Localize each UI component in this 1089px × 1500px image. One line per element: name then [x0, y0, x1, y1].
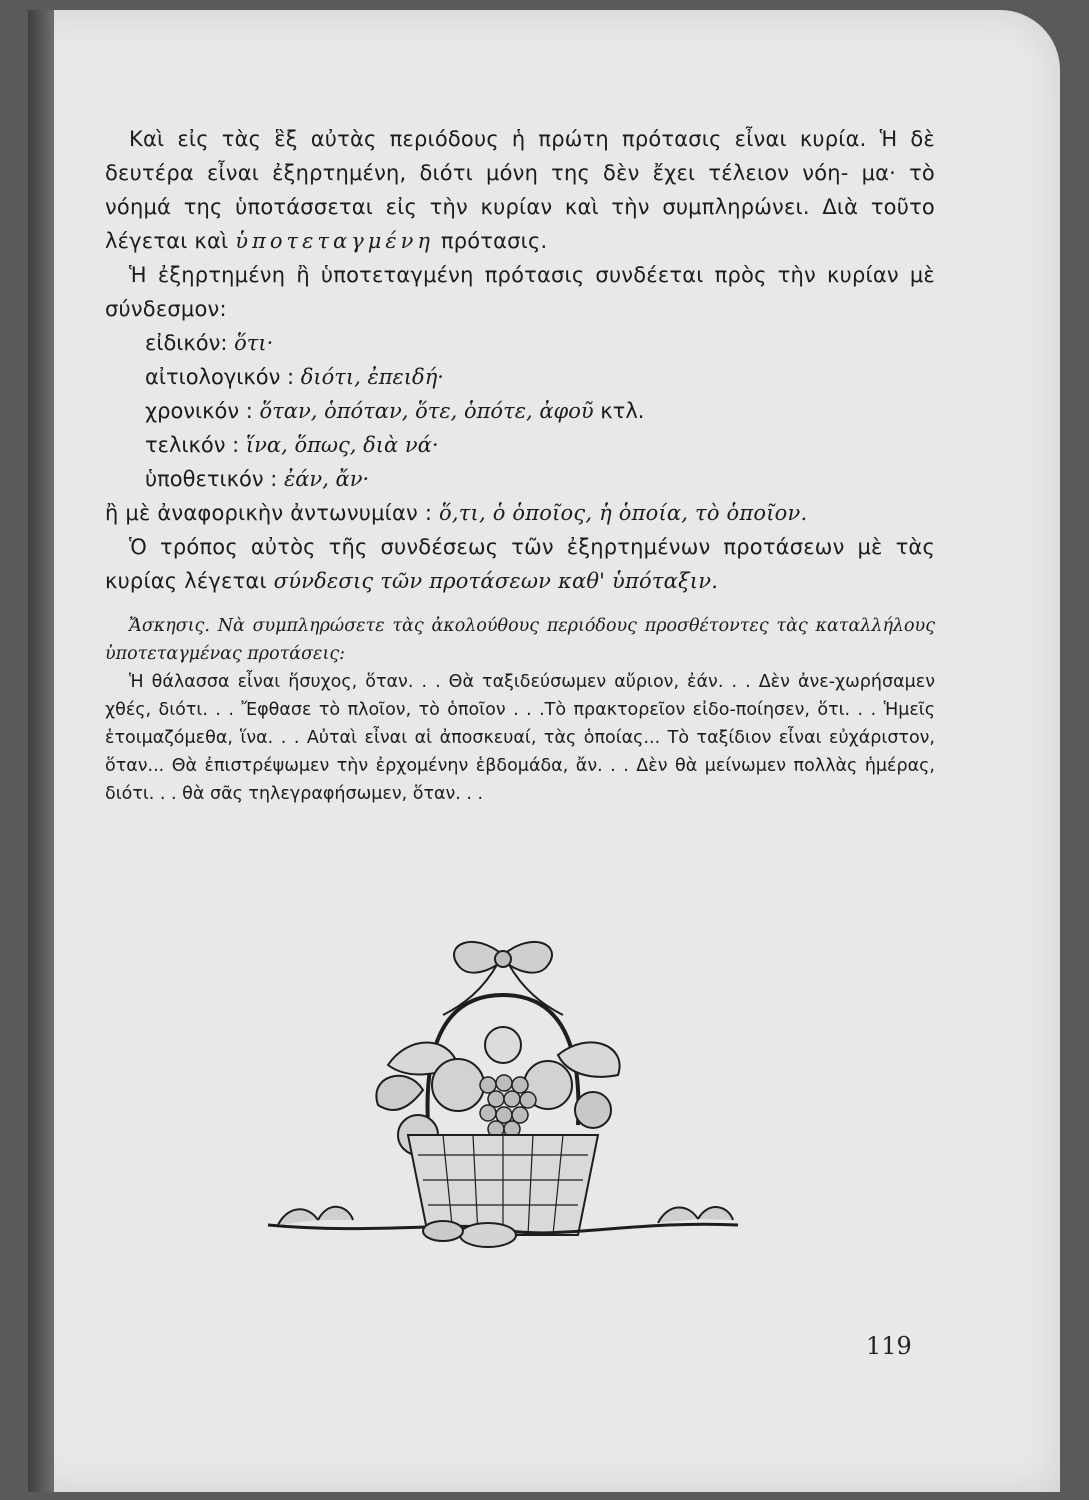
p1-line3: μα· τὸ νόημά της ὑποτάσσεται εἰς τὴν κυρίαν καὶ τὴν συμπληρώνει. [105, 161, 935, 219]
conjunction-label: ὑποθετικόν : [145, 467, 278, 491]
p1-line4-start: Διὰ τοῦτο λέγεται καὶ [105, 195, 935, 253]
conjunction-examples: ὅταν, ὁπόταν, ὅτε, ὁπότε, ἀφοῦ [259, 399, 594, 423]
conjunction-label: χρονικόν : [145, 399, 253, 423]
page-number: 119 [866, 1332, 912, 1360]
conjunction-row [145, 360, 935, 394]
conjunction-list [105, 326, 935, 496]
conjunction-examples: ὅτι· [234, 331, 274, 355]
conjunction-row [145, 462, 935, 496]
p1-line4-end: πρότασις. [440, 229, 548, 253]
paragraph-3 [105, 530, 935, 598]
relative-examples: ὅ,τι, ὁ ὁποῖος, ἡ ὁποία, τὸ ὁποῖον. [438, 501, 808, 525]
paragraph-2: Ἡ ἐξηρτημένη ἢ ὑποτεταγμένη πρότασις συνδέεται πρὸς τὴν κυρίαν μὲ σύνδεσμον: [105, 263, 935, 321]
book-page [28, 10, 1060, 1492]
page-text [105, 122, 935, 808]
relative-start: ἢ μὲ ἀναφορικὴν ἀντωνυμίαν : [105, 501, 433, 525]
paragraph-1 [105, 122, 935, 258]
p1-line4-italic: ὑποτεταγμένη [235, 229, 434, 253]
exercise-block [105, 612, 935, 808]
conjunction-row [145, 428, 935, 462]
conjunction-examples: ἐάν, ἄν· [283, 467, 370, 491]
p3-italic: σύνδεσις τῶν προτάσεων καθ' ὑπόταξιν. [273, 569, 719, 593]
book-spine [28, 10, 54, 1492]
exercise-body: Ἡ θάλασσα εἶναι ἥσυχος, ὅταν. . . Θὰ ταξιδεύσωμεν αὔριον, ἐάν. . . Δὲν ἀνε-χωρήσαμεν χθές, διότι. . . Ἔφθασε τὸ πλοῖον, τὸ ὁποῖον . . .Τὸ πρακτορεῖον εἰδο-ποίησεν, ὅτι. . . Ἡμεῖς ἑτοιμαζόμεθα, ἵνα. . . Αὐταὶ εἶναι αἱ ἀποσκευαί, τὰς ὁποίας... Τὸ ταξίδιον εἶναι εὐχάριστον, ὅταν... Θὰ ἐπιστρέψωμεν τὴν ἐρχομένην ἑβδομάδα, ἄν. . . Δὲν θὰ μείνωμεν πολλὰς ἡμέρας, διότι. . . θὰ σᾶς τηλεγραφήσωμεν, ὅταν. . . [105, 672, 935, 804]
conjunction-row [145, 394, 935, 428]
conjunction-suffix: κτλ. [600, 399, 645, 423]
conjunction-label: αἰτιολογικόν : [145, 365, 295, 389]
p3-start: Ὁ τρόπος αὐτὸς τῆς συνδέσεως τῶν ἐξηρτημένων προτάσεων μὲ τὰς κυρίας λέγεται [105, 535, 935, 593]
relative-pronoun-line [105, 496, 935, 530]
conjunction-examples: ἵνα, ὅπως, διὰ νά· [245, 433, 439, 457]
conjunction-examples: διότι, ἐπειδή· [300, 365, 444, 389]
fruit-basket-illustration [258, 935, 748, 1265]
exercise-title: Ἄσκησις. Νὰ συμπληρώσετε τὰς ἀκολούθους περιόδους προσθέτοντες τὰς καταλλήλους ὑποτεταγμένας προτάσεις: [105, 616, 935, 664]
conjunction-row [145, 326, 935, 360]
p1-line2: Ἡ δὲ δευτέρα εἶναι ἐξηρτημένη, διότι μόνη της δὲν ἔχει τέλειον νόη- [105, 127, 935, 185]
p1-line1: Καὶ εἰς τὰς ἓξ αὐτὰς περιόδους ἡ πρώτη πρότασις εἶναι κυρία. [129, 127, 867, 151]
conjunction-label: εἰδικόν: [145, 331, 228, 355]
conjunction-label: τελικόν : [145, 433, 240, 457]
